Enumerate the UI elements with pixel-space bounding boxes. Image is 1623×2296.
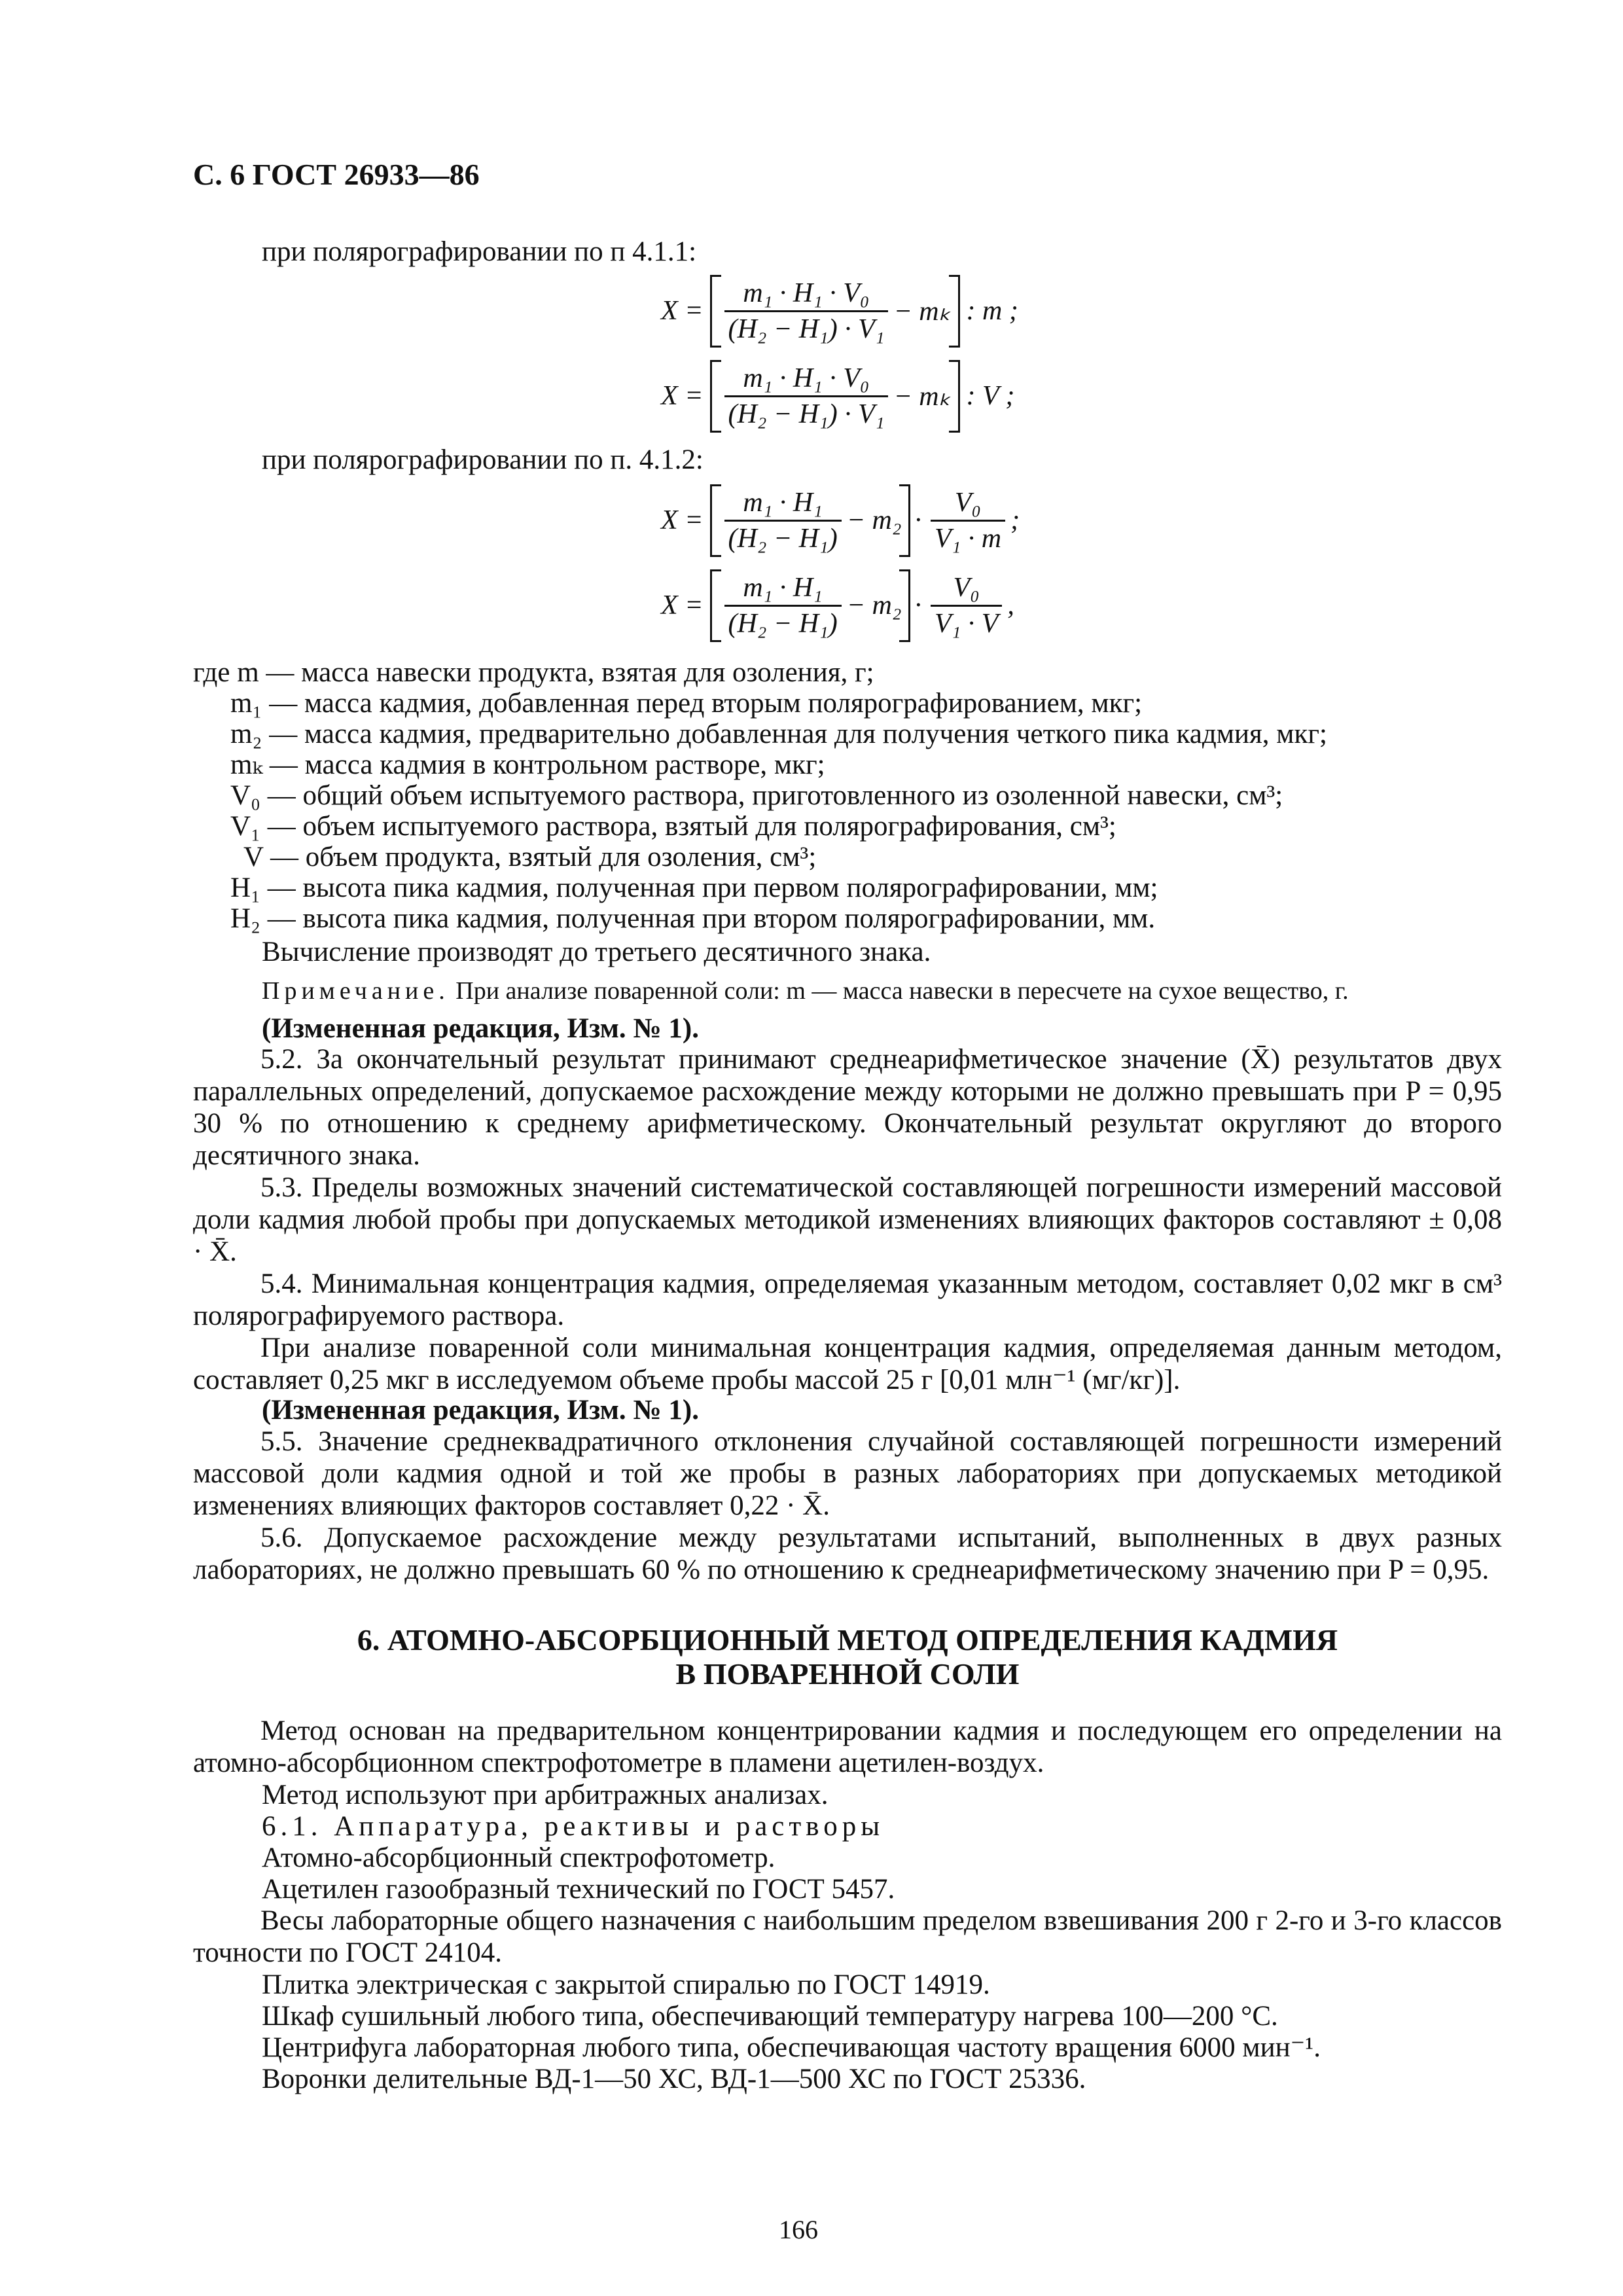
note-text: При анализе поваренной соли: m — масса навески в пересчете на сухое вещество, г.	[455, 977, 1349, 1005]
equipment-item: Воронки делительные ВД-1—50 ХС, ВД-1—500 ХС по ГОСТ 25336.	[262, 2064, 1086, 2094]
equipment-item: Шкаф сушильный любого типа, обеспечивающий температуру нагрева 100—200 °С.	[262, 2001, 1278, 2032]
formula-denominator: (H₂ − H₁) · V₁	[724, 310, 889, 345]
definition-item: V — объем продукта, взятый для озоления, см³;	[243, 842, 817, 872]
formula-lhs: X =	[661, 505, 704, 535]
definition-item: где m — масса навески продукта, взятая для озоления, г;	[193, 657, 874, 688]
formula-2	[661, 353, 1014, 439]
amendment-2: (Измененная редакция, Изм. № 1).	[262, 1395, 699, 1426]
paragraph-5-3: 5.3. Пределы возможных значений систематической составляющей погрешности измерений массовой доли кадмия любой пробы при допускаемых методикой изменениях влияющих факторов составляют ± 0,08 · X̄.	[193, 1172, 1502, 1267]
note	[262, 975, 1349, 1007]
formula-subtrahend: − mₖ	[893, 296, 951, 327]
section-6-paragraph-1: Метод основан на предварительном концентрировании кадмия и последующем его определении на атомно-абсорбционном спектрофотометре в пламени ацетилен-воздух.	[193, 1715, 1502, 1778]
formula-lhs: X =	[661, 590, 704, 620]
formula-tail: : m ;	[966, 296, 1018, 326]
formula-tail: ,	[1007, 590, 1014, 620]
formula-denominator-2: V₁ · m	[931, 520, 1005, 554]
formula-lhs: X =	[661, 296, 704, 326]
section-6-paragraph-2: Метод используют при арбитражных анализах.	[262, 1780, 829, 1810]
formula-subtrahend: − m₂	[846, 505, 902, 535]
section-title-line-1: 6. АТОМНО-АБСОРБЦИОННЫЙ МЕТОД ОПРЕДЕЛЕНИЯ КАДМИЯ	[357, 1623, 1338, 1657]
formula-numerator-2: V₀	[954, 487, 982, 518]
intro-text-1: при полярографировании по п 4.1.1:	[262, 236, 697, 267]
formula-denominator: (H₂ − H₁)	[724, 520, 842, 554]
section-title-line-2: В ПОВАРЕННОЙ СОЛИ	[675, 1657, 1020, 1691]
paragraph-5-2: 5.2. За окончательный результат принимают среднеарифметическое значение (X̄) результатов двух параллельных определений, допускаемое расхождение между которыми не должно превышать при P = 0,95 30 % по отношению к среднему арифметическому. Окончательный результат округляют до второго десятичного знака.	[193, 1044, 1502, 1171]
paragraph-5-4-salt: При анализе поваренной соли минимальная концентрация кадмия, определяемая данным методом, составляет 0,25 мкг в исследуемом объеме пробы массой 25 г [0,01 млн⁻¹ (мг/кг)].	[193, 1333, 1502, 1395]
formula-tail: ;	[1010, 505, 1020, 535]
definition-item: H₁ — высота пика кадмия, полученная при первом полярографировании, мм;	[230, 872, 1158, 903]
definition-item: m₂ — масса кадмия, предварительно добавленная для получения четкого пика кадмия, мкг;	[230, 719, 1327, 749]
formula-denominator: (H₂ − H₁)	[724, 605, 842, 639]
definition-item: mₖ — масса кадмия в контрольном растворе, мкг;	[230, 749, 825, 780]
definition-item: m₁ — масса кадмия, добавленная перед вторым полярографированием, мкг;	[230, 688, 1143, 719]
equipment-item: Атомно-абсорбционный спектрофотометр.	[262, 1842, 776, 1873]
formula-denominator-2: V₁ · V	[931, 605, 1002, 639]
paragraph-5-4: 5.4. Минимальная концентрация кадмия, определяемая указанным методом, составляет 0,02 мкг в см³ полярографируемого раствора.	[193, 1268, 1502, 1331]
formula-3: X = $\frac{\text{m₁ · H₁}}{\text{(H₂ − H₁)}}$ − m₂ · $\frac{\text{V₀}}{\text{V₁ · m}}$ ;	[661, 478, 1020, 563]
amendment-1: (Измененная редакция, Изм. № 1).	[262, 1013, 699, 1044]
formula-numerator-2: V₀	[953, 572, 980, 603]
formula-4: X = $\frac{\text{m₁ · H₁}}{\text{(H₂ − H₁)}}$ − m₂ · $\frac{\text{V₀}}{\text{V₁ · V}}$ ,	[661, 563, 1014, 648]
formula-tail: : V ;	[966, 381, 1015, 411]
equipment-item: Ацетилен газообразный технический по ГОСТ 5457.	[262, 1874, 895, 1905]
equipment-item-scales: Весы лабораторные общего назначения с наибольшим пределом взвешивания 200 г 2-го и 3-го классов точности по ГОСТ 24104.	[193, 1905, 1502, 1968]
formula-numerator: m₁ · H₁	[743, 487, 823, 518]
formula-lhs: X =	[661, 381, 704, 411]
definition-item: H₂ — высота пика кадмия, полученная при втором полярографировании, мм.	[230, 903, 1156, 934]
section-title	[193, 1623, 1502, 1691]
page-number: 166	[779, 2215, 818, 2244]
definition-item: V₀ — общий объем испытуемого раствора, приготовленного из озоленной навески, см³;	[230, 780, 1283, 811]
paragraph-5-6: 5.6. Допускаемое расхождение между результатами испытаний, выполненных в двух разных лабораториях, не должно превышать 60 % по отношению к среднеарифметическому значению при P = 0,95.	[193, 1522, 1502, 1585]
formula-numerator: m₁ · H₁ · V₀	[743, 278, 870, 308]
formula-numerator: m₁ · H₁ · V₀	[743, 363, 870, 393]
intro-text-2: при полярографировании по п. 4.1.2:	[262, 444, 704, 475]
equipment-item: Центрифуга лабораторная любого типа, обеспечивающая частоту вращения 6000 мин⁻¹.	[262, 2032, 1321, 2063]
definition-item: V₁ — объем испытуемого раствора, взятый для полярографирования, см³;	[230, 811, 1116, 842]
formula-numerator: m₁ · H₁	[743, 572, 823, 603]
paragraph-5-5: 5.5. Значение среднеквадратичного отклонения случайной составляющей погрешности измерений массовой доли кадмия одной и той же пробы в разных лабораториях при допускаемых методикой изменениях влияющих факторов составляет 0,22 · X̄.	[193, 1426, 1502, 1521]
section-6-1-heading: 6.1. Аппаратура, реактивы и растворы	[262, 1811, 885, 1842]
page-header: С. 6 ГОСТ 26933—86	[193, 158, 480, 191]
equipment-item: Плитка электрическая с закрытой спиралью по ГОСТ 14919.	[262, 1969, 990, 2000]
note-label: Примечание.	[262, 977, 450, 1005]
formula-subtrahend: − mₖ	[893, 382, 951, 412]
formula-denominator: (H₂ − H₁) · V₁	[724, 395, 889, 430]
calc-note: Вычисление производят до третьего десятичного знака.	[262, 937, 931, 967]
formula-subtrahend: − m₂	[846, 590, 902, 620]
formula-1	[661, 268, 1018, 353]
